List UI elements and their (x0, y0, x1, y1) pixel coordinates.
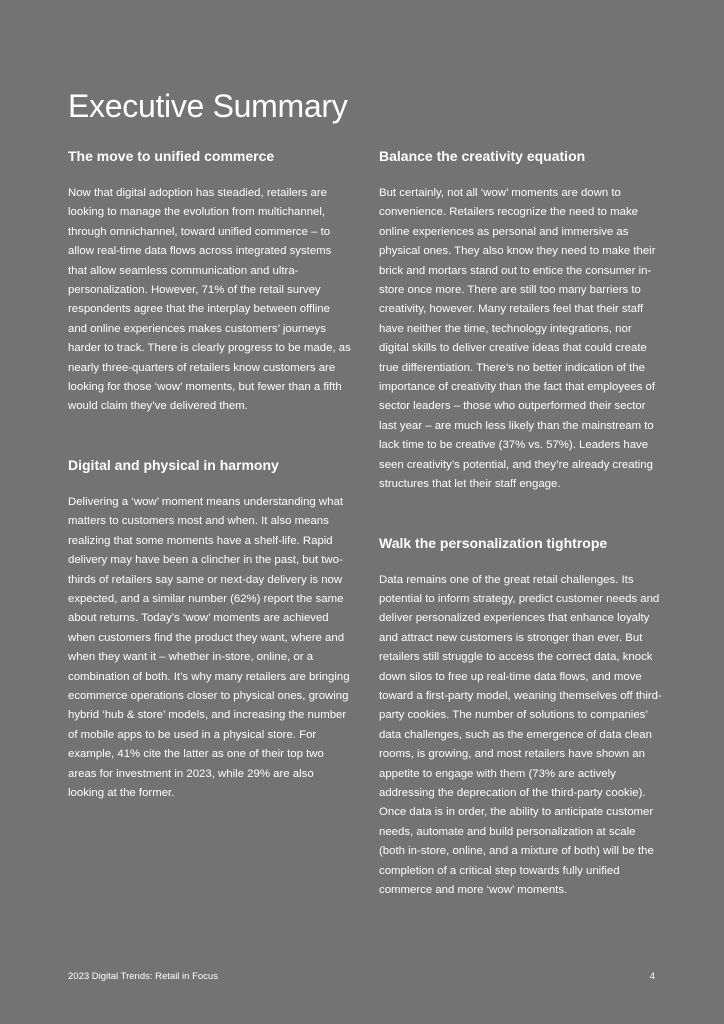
footer-publication-title: 2023 Digital Trends: Retail in Focus (68, 971, 218, 982)
section-heading-creativity: Balance the creativity equation (379, 148, 586, 164)
page-number: 4 (649, 971, 655, 982)
section-body-unified-commerce: Now that digital adoption has steadied, retailers are looking to manage the evolution from multichannel, through omnichannel, toward unified commerce – to allow real-time data flows across integrated systems that allow seamless communication and ultra-personalization. However, 71% of the retail survey respondents agree that the interplay between offline and online experiences makes customers’ journeys harder to track. There is clearly progress to be made, as nearly three-quarters of retailers know customers are looking for those ‘wow’ moments, but fewer than a fifth would claim they’ve delivered them. (68, 187, 351, 413)
left-column (68, 146, 352, 803)
section-body-creativity: But certainly, not all ‘wow’ moments are down to convenience. Retailers recognize the need to make online experiences as personal and immersive as physical ones. They also know they need to make their brick and mortars stand out to entice the consumer in-store once more. There are still too many barriers to creativity, however. Many retailers feel that their staff have neither the time, technology integrations, nor digital skills to deliver creative ideas that could create true differentiation. There’s no better indication of the importance of creativity than the fact that employees of sector leaders – those who outperformed their sector last year – are much less likely than the mainstream to lack time to be creative (37% vs. 57%). Leaders have seen creativity’s potential, and they’re already creating structures that let their staff engage. (379, 187, 656, 491)
section-creativity (379, 146, 663, 495)
section-heading-digital-physical: Digital and physical in harmony (68, 456, 279, 473)
section-heading-unified-commerce: The move to unified commerce (68, 148, 275, 164)
section-heading-personalization: Walk the personalization tightrope (379, 534, 608, 551)
section-personalization (379, 533, 663, 901)
page-title: Executive Summary (68, 88, 348, 124)
section-digital-physical (68, 455, 352, 804)
right-column (379, 146, 663, 900)
section-spacer (68, 417, 352, 455)
section-body-personalization: Data remains one of the great retail challenges. Its potential to inform strategy, predict customer needs and deliver personalized experiences that enhance loyalty and attract new customers is stronger than ever. But retailers still struggle to access the correct data, knock down silos to free up real-time data flows, and move toward a first-party model, weaning themselves off third-party cookies. The number of solutions to companies’ data challenges, such as the emergence of data clean rooms, is growing, and most retailers have shown an appetite to engage with them (73% are actively addressing the deprecation of the third-party cookie). Once data is in order, the ability to anticipate customer needs, automate and build personalization at scale (both in-store, online, and a mixture of both) will be the completion of a critical step towards fully unified commerce and more ‘wow’ moments. (379, 573, 662, 896)
section-body-digital-physical: Delivering a ‘wow’ moment means understanding what matters to customers most and when. It also means realizing that some moments have a shelf-life. Rapid delivery may have been a clincher in the past, but two-thirds of retailers say same or next-day delivery is now expected, and a similar number (62%) report the same about returns. Today’s ‘wow’ moments are achieved when customers find the product they want, where and when they want it – whether in-store, online, or a combination of both. It’s why many retailers are bringing ecommerce operations closer to physical ones, growing hybrid ‘hub & store’ models, and increasing the number of mobile apps to be used in a physical store. For example, 41% cite the latter as one of their top two areas for investment in 2023, while 29% are also looking at the former. (68, 495, 350, 799)
section-spacer (379, 495, 663, 533)
section-unified-commerce (68, 146, 352, 417)
